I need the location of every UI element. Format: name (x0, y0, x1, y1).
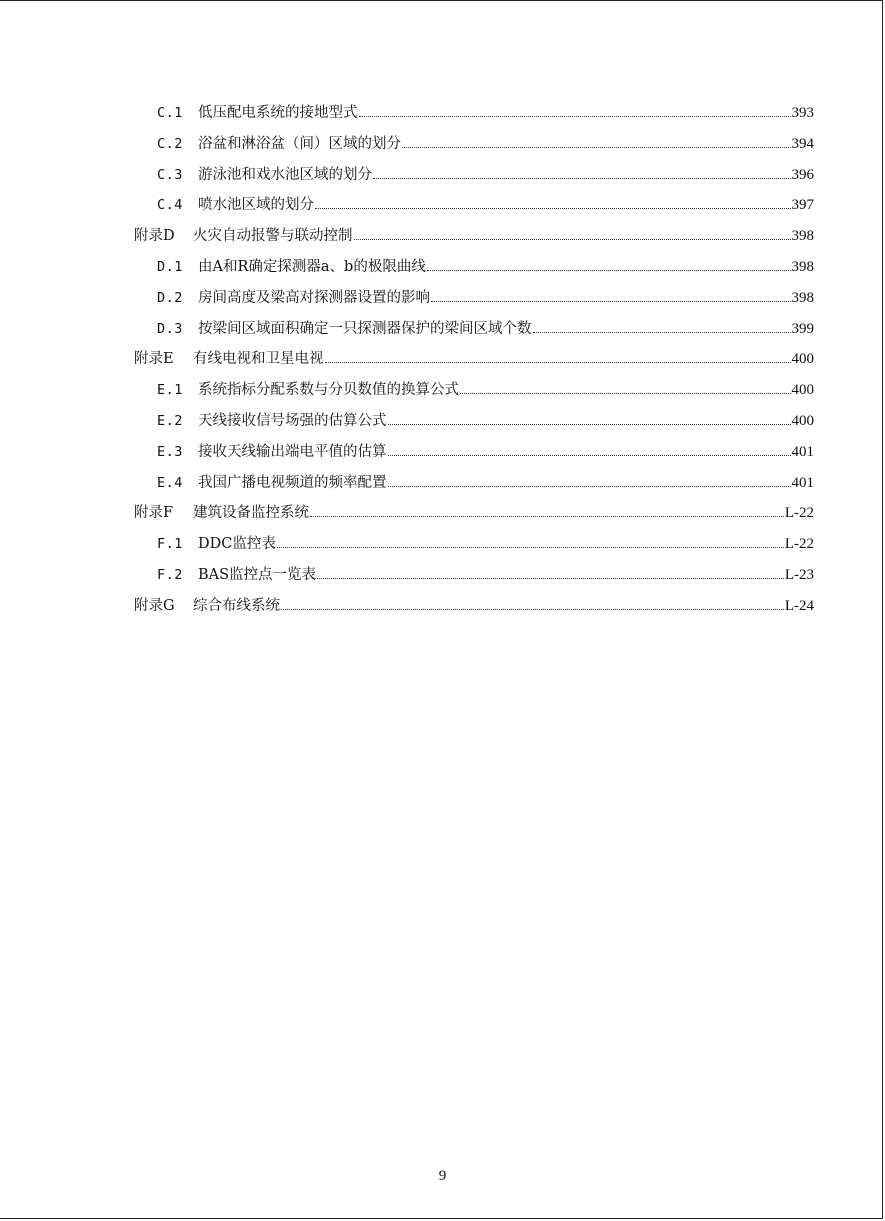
dot-leader (388, 409, 791, 433)
toc-entry-title: 喷水池区域的划分 (198, 193, 315, 217)
dot-leader (533, 317, 791, 341)
toc-entry-page: 400 (791, 409, 815, 433)
toc-entry-page: 400 (791, 378, 815, 402)
dot-leader (315, 193, 791, 217)
page-number: 9 (438, 1168, 447, 1184)
toc-entry-page: L-22 (784, 532, 814, 556)
toc-entry-page: 394 (791, 132, 815, 156)
toc-entry[interactable] (0, 409, 885, 433)
toc-entry-page: 398 (791, 286, 815, 310)
toc-entry-title: 系统指标分配系数与分贝数值的换算公式 (198, 378, 460, 402)
toc-entry-page: 393 (791, 101, 815, 125)
toc-entry-page: 396 (791, 163, 815, 187)
toc-entry-number: E.3 (157, 443, 183, 460)
dot-leader (310, 501, 784, 525)
dot-leader (281, 594, 784, 618)
toc-entry[interactable] (0, 532, 885, 556)
toc-entry[interactable] (0, 471, 885, 495)
toc-entry-title: 火灾自动报警与联动控制 (193, 224, 354, 248)
dot-leader (359, 101, 791, 125)
toc-entry[interactable] (0, 163, 885, 187)
toc-entry-title: 由A和R确定探测器a、b的极限曲线 (198, 255, 427, 279)
toc-entry-number: D.1 (157, 259, 183, 275)
toc-entry[interactable] (0, 317, 885, 341)
dot-leader (388, 440, 791, 464)
dot-leader (402, 132, 791, 156)
dot-leader (388, 471, 791, 495)
toc-entry-number: C.1 (157, 105, 183, 121)
toc-entry-title: DDC监控表 (198, 532, 277, 556)
toc-entry-title: 接收天线输出端电平值的估算 (198, 440, 388, 464)
toc-entry-number: C.2 (157, 135, 183, 152)
toc-entry-title: 我国广播电视频道的频率配置 (198, 471, 388, 495)
toc-entry-title: 综合布线系统 (193, 594, 281, 618)
toc-entry[interactable] (0, 594, 885, 618)
toc-entry[interactable] (0, 193, 885, 217)
toc-entry-page: 401 (791, 471, 815, 495)
toc-entry-page: L-22 (784, 501, 814, 525)
toc-entry-number: C.4 (157, 197, 183, 214)
toc-entry-number: E.4 (157, 474, 183, 491)
toc-entry-title: 游泳池和戏水池区域的划分 (198, 163, 373, 187)
toc-entry-page: L-23 (784, 563, 814, 587)
toc-entry-number: F.1 (157, 536, 183, 553)
toc-entry[interactable] (0, 132, 885, 156)
toc-entry-title: 房间高度及梁高对探测器设置的影响 (198, 286, 431, 310)
toc-entry-number: E.1 (157, 382, 183, 399)
toc-entry-number: D.3 (157, 320, 183, 337)
toc-entry-page: 398 (791, 255, 815, 279)
toc-entry-page: 399 (791, 317, 815, 341)
toc-entry-title: 浴盆和淋浴盆（间）区域的划分 (198, 132, 402, 156)
toc-entry-number: D.2 (157, 289, 183, 306)
dot-leader (373, 163, 791, 187)
toc-entry-page: 398 (791, 224, 815, 248)
toc-entry-title: 低压配电系统的接地型式 (198, 101, 359, 125)
dot-leader (325, 347, 791, 371)
dot-leader (431, 286, 791, 310)
toc-entry-number: 附录G (134, 597, 175, 614)
dot-leader (277, 532, 784, 556)
toc-entry[interactable] (0, 101, 885, 125)
toc-entry[interactable] (0, 224, 885, 248)
toc-entry-title: 按梁间区域面积确定一只探测器保护的梁间区域个数 (198, 317, 533, 341)
toc-entry-number: F.2 (157, 567, 183, 583)
toc-entry[interactable] (0, 440, 885, 464)
toc-entry-page: L-24 (784, 594, 814, 618)
toc-entry-number: 附录F (134, 505, 174, 522)
toc-entry-title: BAS监控点一览表 (198, 563, 317, 587)
toc-entry-title: 建筑设备监控系统 (193, 501, 310, 525)
dot-leader (427, 255, 791, 279)
toc-entry-page: 400 (791, 347, 815, 371)
toc-entry[interactable] (0, 347, 885, 371)
toc-entry[interactable] (0, 286, 885, 310)
toc-entry[interactable] (0, 378, 885, 402)
toc-entry-title: 有线电视和卫星电视 (193, 347, 325, 371)
toc-entry[interactable] (0, 501, 885, 525)
toc-entry-number: 附录E (134, 351, 174, 368)
dot-leader (317, 563, 784, 587)
toc-entry[interactable] (0, 563, 885, 587)
toc-entry-page: 397 (791, 193, 815, 217)
dot-leader (354, 224, 791, 248)
toc-entry-number: C.3 (157, 166, 183, 183)
toc-entry[interactable] (0, 255, 885, 279)
dot-leader (460, 378, 791, 402)
toc-entry-title: 天线接收信号场强的估算公式 (198, 409, 388, 433)
toc-entry-page: 401 (791, 440, 815, 464)
toc-entry-number: 附录D (134, 228, 175, 245)
toc-entry-number: E.2 (157, 413, 183, 429)
